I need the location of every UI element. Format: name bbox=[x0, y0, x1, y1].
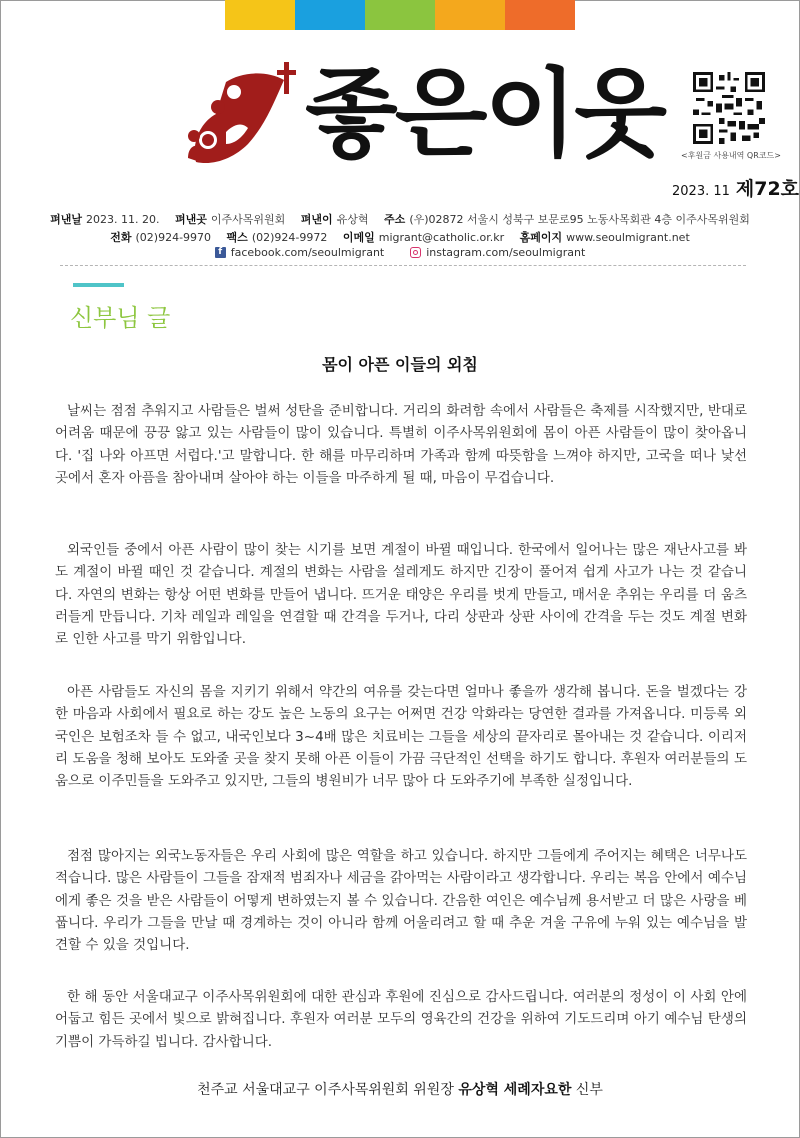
facebook-url: facebook.com/seoulmigrant bbox=[230, 246, 385, 259]
email-label: 이메일 bbox=[342, 231, 375, 244]
fax-label: 팩스 bbox=[226, 231, 248, 244]
color-bar-orange bbox=[435, 0, 505, 30]
signature-prefix: 천주교 서울대교구 이주사목위원회 위원장 bbox=[197, 1082, 454, 1098]
article-paragraph-2: 외국인들 중에서 아픈 사람이 많이 찾는 시기를 보면 계절이 바뀔 때입니다. 한국에서 일어나는 많은 재난사고를 봐도 계절이 바뀔 때인 것 같습니다. 계절의 변화는 사람을 설레게도 하지만 긴장이 풀어져 쉽게 사고가 나는 것 같습니다. 자연의 변화는 항상 어떤 변화를 만들어 냅니다. 뜨거운 태양은 우리를 벗게 만들고, 매서운 추위는 우리를 더 움츠러들게 만듭니다. 기차 레일과 레일을 연결할 때 간격을 두거나, 다리 상판과 상판 사이에 간격을 두는 것도 계절 변화로 인한 사고를 막기 위함입니다. bbox=[55, 542, 747, 648]
newsletter-title: 좋은이웃 bbox=[305, 58, 664, 170]
signature-name: 유상혁 세례자요한 bbox=[458, 1082, 572, 1098]
publisher: 유상혁 bbox=[336, 213, 369, 226]
published-label: 펴낸날 bbox=[50, 213, 82, 226]
instagram-link[interactable] bbox=[410, 246, 585, 259]
address-label: 주소 bbox=[384, 213, 406, 226]
article-paragraph-3: 아픈 사람들도 자신의 몸을 지키기 위해서 약간의 여유를 갖는다면 얼마나 좋을까 생각해 봅니다. 돈을 벌겠다는 강한 마음과 사회에서 필요로 하는 강도 높은 노동의 요구는 어쩌면 건강 악화라는 당연한 결과를 가져옵니다. 미등록 외국인은 보험조차 들 수 없고, 내국인보다 3~4배 많은 치료비는 그들을 세상의 끝자리로 몰아내는 것 같습니다. 이리저리 도움을 청해 보아도 도와줄 곳을 찾지 못해 아픈 이들이 가끔 극단적인 선택을 하기도 합니다. 후원자 여러분들의 도움으로 이주민들을 도와주고 있지만, 그들의 병원비가 너무 많아 다 도와주기에 부족한 실정입니다. bbox=[55, 684, 747, 790]
article-paragraph-5: 한 해 동안 서울대교구 이주사목위원회에 대한 관심과 후원에 진심으로 감사드립니다. 여러분의 정성이 이 사회 안에 어둡고 힘든 곳에서 빛으로 밝혀집니다. 후원자 여러분 모두의 영육간의 건강을 위하여 기도드리며 아기 예수님 탄생의 기쁨이 가득하길 빕니다. 감사합니다. bbox=[55, 989, 747, 1050]
homepage-label: 홈페이지 bbox=[519, 231, 563, 244]
published-date: 2023. 11. 20. bbox=[86, 213, 160, 226]
fax: (02)924-9972 bbox=[251, 231, 328, 244]
issue-date: 2023. 11 bbox=[672, 184, 730, 199]
color-bar bbox=[225, 0, 575, 30]
color-bar-yellow bbox=[225, 0, 295, 30]
address: (우)02872 서울시 성북구 보문로95 노동사목회관 4층 이주사목위원회 bbox=[409, 213, 750, 226]
phone-label: 전화 bbox=[110, 231, 132, 244]
publisher-label: 펴낸이 bbox=[300, 213, 333, 226]
donation-qr-code-icon[interactable] bbox=[693, 72, 765, 144]
publication-info-row-2 bbox=[0, 229, 800, 245]
header-divider bbox=[60, 265, 746, 266]
email-link[interactable]: migrant@catholic.or.kr bbox=[378, 231, 505, 244]
issue-number: 제72호 bbox=[735, 178, 800, 200]
instagram-icon bbox=[410, 247, 421, 258]
section-accent-bar bbox=[73, 283, 124, 287]
article-signature bbox=[0, 1079, 800, 1099]
phone: (02)924-9970 bbox=[135, 231, 212, 244]
issue-info bbox=[672, 174, 799, 201]
color-bar-green bbox=[365, 0, 435, 30]
article-paragraph-1: 날씨는 점점 추워지고 사람들은 벌써 성탄을 준비합니다. 거리의 화려함 속에서 사람들은 축제를 시작했지만, 반대로 어려움 때문에 끙끙 앓고 있는 사람들이 많이 있습니다. 특별히 이주사목위원회에 몸이 아픈 사람들이 많이 찾아옵니다. '집 나와 아프면 서럽다.'고 말합니다. 한 해를 마무리하며 가족과 함께 따뜻함을 느껴야 하지만, 고국을 떠나 낯선 곳에서 혼자 아픔을 참아내며 살아야 하는 이들을 마주하게 될 때, 마음이 무겁습니다. bbox=[55, 403, 747, 486]
facebook-icon: f bbox=[215, 247, 226, 258]
instagram-url: instagram.com/seoulmigrant bbox=[426, 246, 586, 259]
article-paragraph-4: 점점 많아지는 외국노동자들은 우리 사회에 많은 역할을 하고 있습니다. 하지만 그들에게 주어지는 혜택은 너무나도 적습니다. 많은 사람들이 그들을 잠재적 범죄자나 세금을 갉아먹는 사람이라고 생각합니다. 우리는 복음 안에서 예수님에게 좋은 것을 받은 사람들이 어떻게 변하였는지 볼 수 있습니다. 간음한 여인은 예수님께 용서받고 더 많은 사랑을 베풉니다. 우리가 그들을 만날 때 경계하는 것이 아니라 함께 어울리려고 할 때 추운 겨울 구유에 누워 있는 예수님을 발견할 수 있을 것입니다. bbox=[55, 848, 747, 954]
section-title: 신부님 글 bbox=[70, 304, 171, 332]
publisher-org-label: 펴낸곳 bbox=[174, 213, 207, 226]
color-bar-blue bbox=[295, 0, 365, 30]
homepage-link[interactable]: www.seoulmigrant.net bbox=[566, 231, 690, 244]
family-cross-logo-icon bbox=[186, 62, 301, 172]
social-links bbox=[0, 246, 800, 259]
publication-info-row-1 bbox=[0, 211, 800, 227]
color-bar-red bbox=[505, 0, 575, 30]
publisher-org: 이주사목위원회 bbox=[210, 213, 286, 226]
facebook-link[interactable] bbox=[215, 246, 385, 259]
signature-suffix: 신부 bbox=[575, 1082, 603, 1098]
qr-caption: <후원금 사용내역 QR코드> bbox=[681, 151, 781, 160]
article-title: 몸이 아픈 이들의 외침 bbox=[322, 355, 478, 374]
